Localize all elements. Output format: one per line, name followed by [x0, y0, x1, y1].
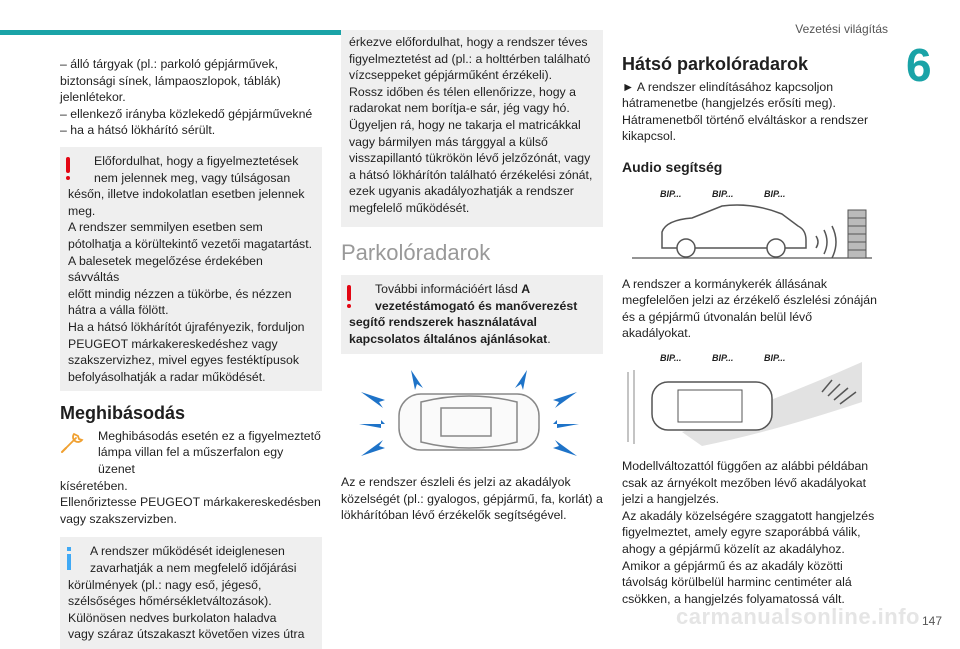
heading-parking-sensors: Parkolóradarok: [341, 239, 491, 265]
warning-line: A rendszer semmilyen esetben sem: [68, 220, 263, 235]
audio-line: és a gépjármű útvonalán belül lévő akadályokat.: [622, 309, 813, 341]
caption-line: közelségét (pl.: gyalogos, gépjármű, fa, korlát) a: [341, 491, 603, 506]
list-line: – ha a hátsó lökhárító sérült.: [60, 123, 216, 138]
beep-label: BIP...: [764, 352, 786, 363]
model-line: Az akadály közelségére szaggatott hangjelzés: [622, 508, 875, 523]
page-number: 147: [921, 614, 942, 628]
fault-line: lámpa villan fel a műszerfalon egy üzenet: [98, 445, 284, 477]
model-line: Amikor a gépjármű és az akadály közötti: [622, 558, 843, 573]
fault-block: [60, 428, 322, 528]
model-line: jelzi a hangjelzés.: [622, 492, 720, 507]
audio-line: megfelelően jelzi az érzékelő észlelési zónáján: [622, 293, 877, 308]
heading-fault: Meghibásodás: [60, 403, 186, 424]
info-line: a hátsó lökhárítón található érzékelési zónát,: [349, 167, 593, 182]
info-line: Ügyeljen rá, hogy ne takarja el matricákkal: [349, 117, 581, 132]
warning-line: Előfordulhat, hogy a figyelmeztetések: [94, 153, 299, 168]
info-line: visszapillantó tükrökön lévő jelzőzónát, vagy: [349, 151, 591, 166]
beep-label: BIP...: [660, 352, 682, 363]
model-line: figyelmeztet, amely egyre szaporábbá válik,: [622, 525, 861, 540]
column-1: [60, 56, 322, 649]
info-line: Rossz időben és télen ellenőrizze, hogy a: [349, 84, 576, 99]
chapter-number: 6: [906, 39, 932, 91]
column-3: [622, 56, 884, 607]
wrench-warning-icon: [60, 428, 92, 454]
caption-line: lökhárítóban lévő érzékelők segítségével.: [341, 508, 567, 523]
info-line: szélsőséges hőmérsékletváltozások).: [68, 594, 272, 609]
column-2: [341, 30, 603, 524]
info-line: vízcseppeket gépjárműként érzékeli).: [349, 68, 552, 83]
audio-text-block: [622, 276, 884, 342]
steering-diagram: [622, 350, 884, 446]
warning-line: pótolhatja a körültekintő vezetői magatartást.: [68, 236, 313, 251]
fault-line: Meghibásodás esetén ez a figyelmeztető: [98, 428, 321, 443]
warning-exclamation-icon: [347, 285, 352, 308]
warning-line: Ha a hátsó lökhárítót újrafényezik, forduljon: [68, 319, 305, 334]
intro-line: kikapcsol.: [622, 129, 676, 144]
caption-line: Az e rendszer észleli és jelzi az akadályok: [341, 475, 571, 490]
note-box: [341, 275, 603, 353]
list-line: jelenlétekor.: [60, 90, 126, 105]
info-line: körülmények (pl.: nagy eső, jégeső,: [68, 577, 262, 592]
list-line: – ellenkező irányba közlekedő gépjárművekné: [60, 106, 313, 121]
diagram-caption: [341, 474, 603, 524]
warning-line: szakszervizhez, mivel egyes festéktípusok: [68, 353, 299, 368]
beep-label: BIP...: [712, 352, 734, 363]
info-line: érkezve előfordulhat, hogy a rendszer téves: [349, 35, 588, 49]
warning-box: [60, 147, 322, 391]
warning-line: meg.: [68, 203, 96, 218]
fault-line: kíséretében.: [60, 478, 128, 493]
list-line: biztonsági sínek, lámpaoszlopok, táblák): [60, 73, 281, 88]
warning-line: későn, illetve indokolatlan esetben jelennek: [68, 187, 305, 202]
intro-line: hátramenetbe (hangjelzés erősíti meg).: [622, 96, 836, 111]
warning-line: A balesetek megelőzése érdekében sávváltás: [68, 253, 263, 285]
note-text-bold: segítő rendszerek használatával: [349, 315, 537, 330]
list-line: – álló tárgyak (pl.: parkoló gépjárművek,: [60, 57, 279, 71]
info-line: zavarhatják a nem megfelelő időjárási: [90, 561, 297, 576]
note-text: .: [547, 331, 551, 346]
info-line: A rendszer működését ideiglenesen: [90, 544, 285, 559]
model-line: csökken, a hangjelzés folyamatossá vált.: [622, 591, 845, 606]
info-line: megfelelő működését.: [349, 200, 470, 215]
model-text-block: [622, 458, 884, 607]
info-line: Különösen nedves burkolaton haladva: [68, 610, 277, 625]
list-block: [60, 56, 322, 139]
model-line: Modellváltozattól függően az alábbi példában: [622, 458, 869, 473]
model-line: csak az árnyékolt mezőben lévő akadályokat: [622, 475, 867, 490]
audio-line: A rendszer a kormánykerék állásának: [622, 276, 828, 291]
beep-label: BIP...: [660, 188, 682, 199]
note-text-bold: kapcsolatos általános ajánlásokat: [349, 331, 548, 346]
info-icon: [67, 547, 71, 570]
intro-line: ► A rendszer elindításához kapcsoljon: [622, 79, 834, 94]
fault-line: Ellenőriztesse PEUGEOT márkakereskedésben: [60, 495, 321, 510]
car-side-view-icon: [622, 196, 884, 264]
warning-line: PEUGEOT márkakereskedéshez vagy: [68, 336, 278, 351]
fault-line: vagy szakszervizben.: [60, 511, 177, 526]
warning-line: hátra a válla fölött.: [68, 303, 169, 318]
watermark: carmanualsonline.info: [676, 604, 920, 629]
warning-exclamation-icon: [66, 157, 71, 180]
info-line: radarokat nem borítja-e sár, jég vagy hó.: [349, 101, 570, 116]
car-top-view-turning-icon: [622, 362, 884, 446]
info-line: vagy száraz útszakaszt követően vizes útra: [68, 627, 305, 642]
model-line: ahogy a gépjármű közelít az akadályhoz.: [622, 541, 845, 556]
info-line: ezek ugyanis akadályozhatják a rendszer: [349, 184, 574, 199]
info-line: vagy bármilyen más tárggyal a külső: [349, 134, 548, 149]
warning-line: nem jelennek meg, vagy túlságosan: [94, 170, 291, 185]
warning-line: befolyásolhatják a radar működését.: [68, 369, 266, 384]
note-text-bold: A: [521, 282, 531, 297]
section-title: Vezetési világítás: [795, 22, 888, 36]
warning-line: előtt mindig nézzen a tükörbe, és nézzen: [68, 286, 292, 301]
beep-label: BIP...: [712, 188, 734, 199]
intro-block: [622, 79, 884, 145]
audio-diagram: [622, 186, 884, 264]
info-line: figyelmeztetést ad (pl.: a holttérben található: [349, 51, 591, 66]
note-text-bold: vezetéstámogató és manőverezést: [375, 298, 578, 313]
intro-line: Hátramenetből történő elváltáskor a rendszer: [622, 112, 869, 127]
info-box-continued: [341, 30, 603, 227]
heading-rear-parking-sensors: Hátsó parkolóradarok: [622, 54, 809, 74]
car-sensors-diagram: [341, 364, 603, 464]
note-text: További információért lásd: [375, 282, 522, 297]
info-box: [60, 537, 322, 649]
beep-label: BIP...: [764, 188, 786, 199]
model-line: távolság körülbelül harminc centiméter alá: [622, 575, 852, 590]
heading-audio-assist: Audio segítség: [622, 158, 723, 175]
